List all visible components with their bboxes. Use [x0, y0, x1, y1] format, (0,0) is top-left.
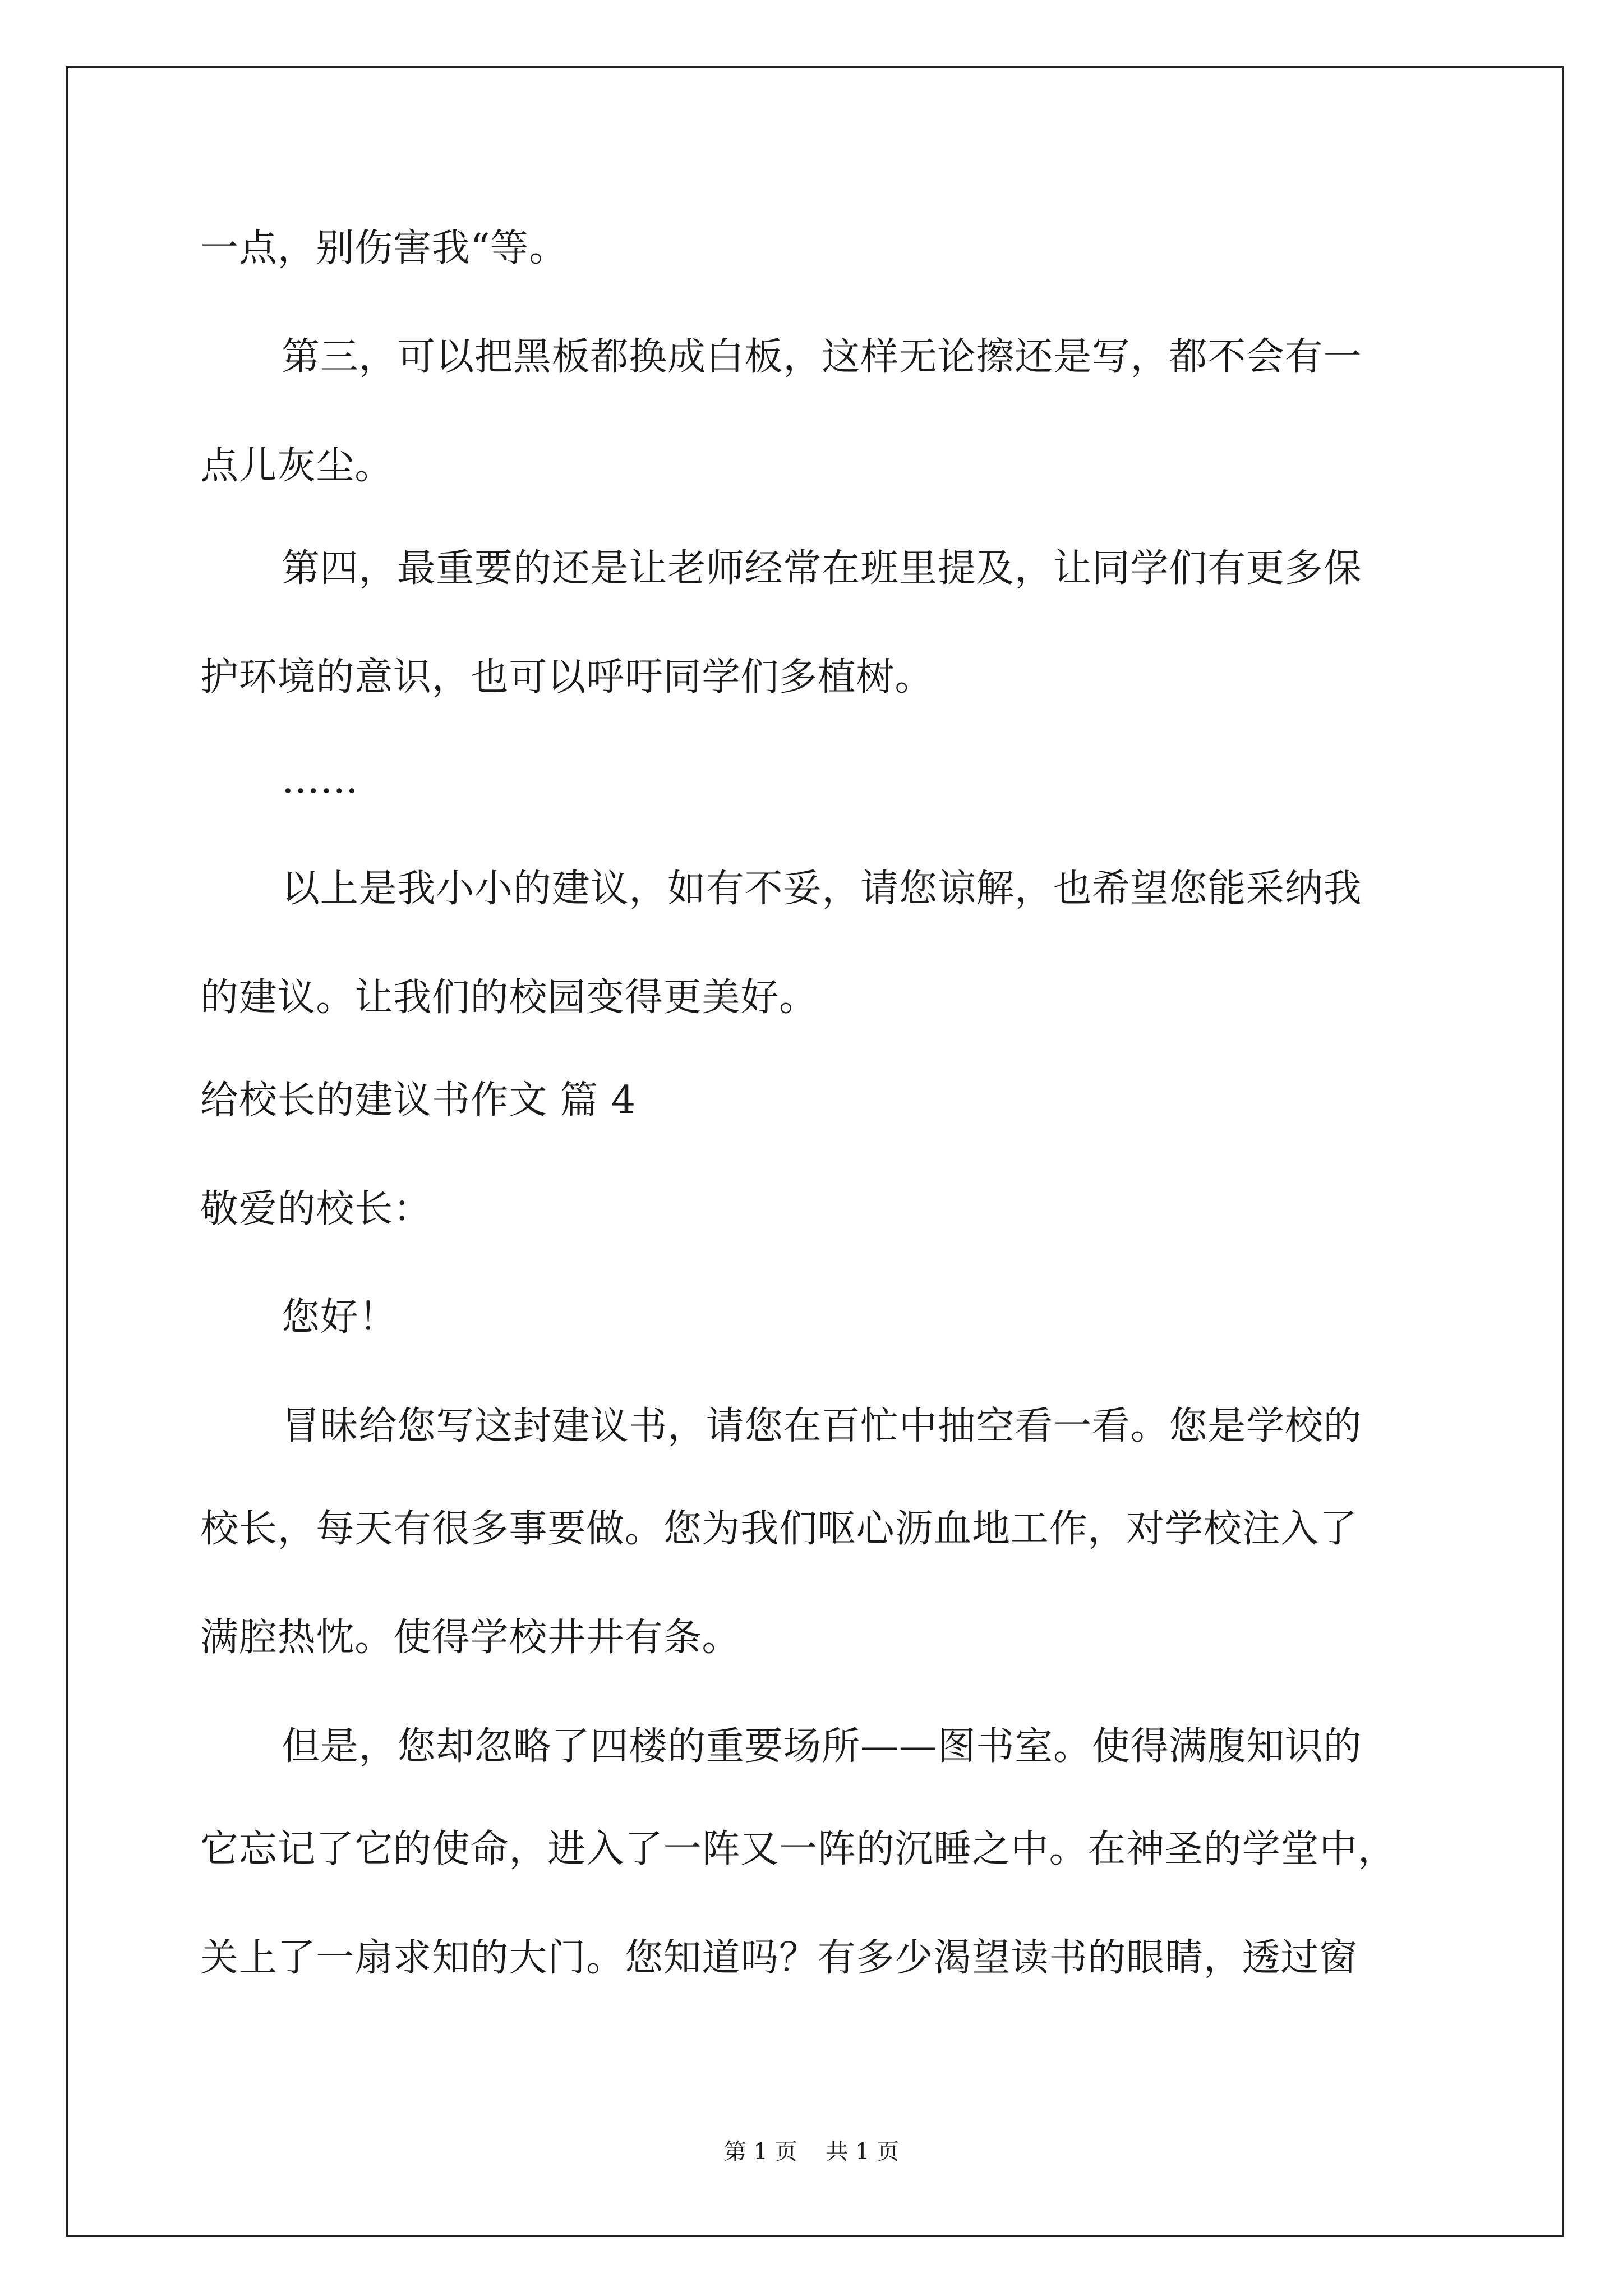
text-line: 点儿灰尘。: [200, 444, 394, 488]
greeting: 您好！: [282, 1295, 398, 1340]
text-line: 护环境的意识，也可以呼吁同学们多植树。: [200, 655, 934, 700]
text-line: 冒昧给您写这封建议书，请您在百忙中抽空看一看。您是学校的: [282, 1404, 1362, 1448]
text-line: 关上了一扇求知的大门。您知道吗？有多少渴望读书的眼睛，透过窗: [200, 1936, 1358, 1980]
text-line: 校长，每天有很多事要做。您为我们呕心沥血地工作，对学校注入了: [200, 1507, 1358, 1551]
text-line: 但是，您却忽略了四楼的重要场所——图书室。使得满腹知识的: [282, 1724, 1362, 1769]
text-line: 第三，可以把黑板都换成白板，这样无论擦还是写，都不会有一: [282, 335, 1362, 379]
text-line: 第四，最重要的还是让老师经常在班里提及，让同学们有更多保: [282, 546, 1362, 591]
section-heading: 给校长的建议书作文 篇 4: [200, 1078, 636, 1122]
salutation: 敬爱的校长：: [200, 1187, 432, 1231]
ellipsis-line: ……: [282, 758, 359, 802]
page-number-footer: 第 1 页 共 1 页: [723, 2139, 900, 2165]
text-line: 一点，别伤害我“等。: [200, 226, 568, 270]
page-border: [66, 66, 1564, 2237]
text-line: 的建议。让我们的校园变得更美好。: [200, 976, 818, 1020]
text-line: 满腔热忱。使得学校井井有条。: [200, 1616, 741, 1660]
text-line: 它忘记了它的使命，进入了一阵又一阵的沉睡之中。在神圣的学堂中，: [200, 1827, 1396, 1871]
text-line: 以上是我小小的建议，如有不妥，请您谅解，也希望您能采纳我: [282, 867, 1362, 911]
